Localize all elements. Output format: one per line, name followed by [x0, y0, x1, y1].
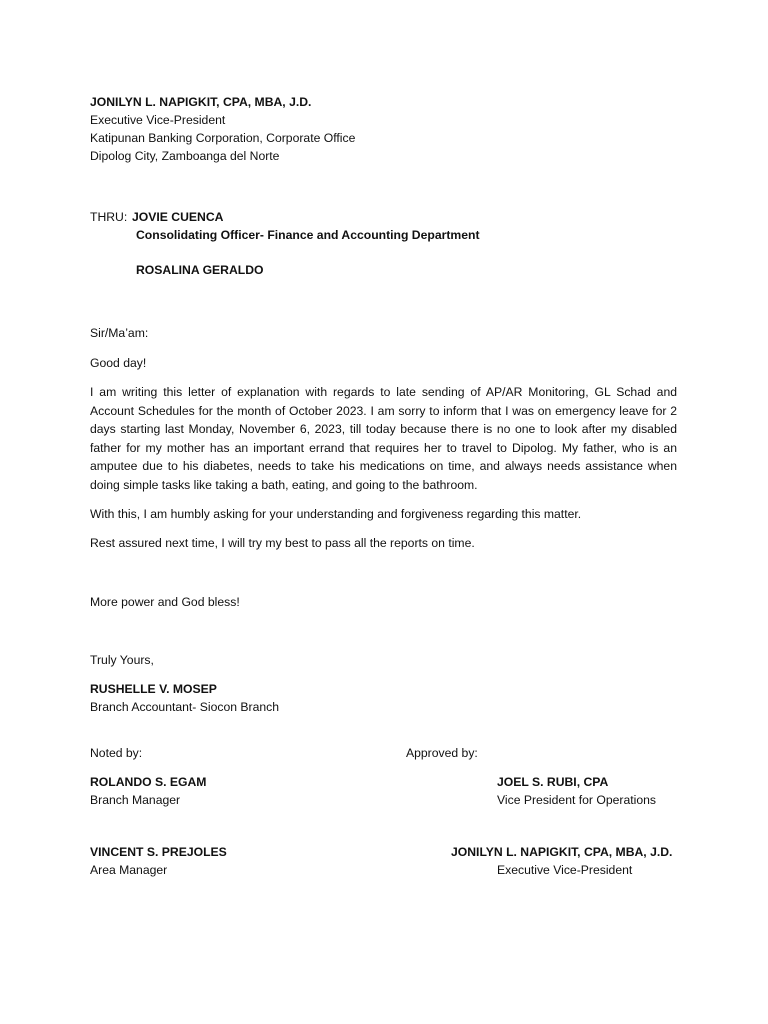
noted-signer-1-title: Branch Manager	[90, 793, 181, 807]
recipient-address: Dipolog City, Zamboanga del Norte	[90, 149, 280, 163]
recipient-block	[90, 93, 355, 165]
approved-by-label: Approved by:	[406, 746, 478, 760]
thru-title-1: Consolidating Officer- Finance and Accounting Department	[136, 228, 480, 242]
approved-signer-1-title: Vice President for Operations	[497, 793, 656, 807]
salutation: Sir/Ma’am:	[90, 326, 149, 340]
greeting: Good day!	[90, 356, 147, 370]
noted-signer-1-name: ROLANDO S. EGAM	[90, 775, 207, 789]
noted-signer-2-name: VINCENT S. PREJOLES	[90, 845, 227, 859]
body-paragraph-2: With this, I am humbly asking for your understanding and forgiveness regarding this matter.	[90, 507, 582, 521]
body-paragraph-3: Rest assured next time, I will try my best to pass all the reports on time.	[90, 536, 475, 550]
recipient-name: JONILYN L. NAPIGKIT, CPA, MBA, J.D.	[90, 95, 312, 109]
approved-signer-1	[497, 773, 656, 809]
noted-signer-2	[90, 843, 227, 879]
sender-title: Branch Accountant- Siocon Branch	[90, 700, 280, 714]
approved-signer-2-title: Executive Vice-President	[497, 863, 633, 877]
closing-line: More power and God bless!	[90, 595, 240, 609]
noted-signer-1	[90, 773, 206, 809]
sender-name: RUSHELLE V. MOSEP	[90, 682, 217, 696]
recipient-title: Executive Vice-President	[90, 113, 226, 127]
sender-block	[90, 680, 279, 716]
approved-signer-1-name: JOEL S. RUBI, CPA	[497, 775, 609, 789]
noted-signer-2-title: Area Manager	[90, 863, 168, 877]
sign-off: Truly Yours,	[90, 653, 154, 667]
noted-by-label: Noted by:	[90, 746, 143, 760]
thru-name-2: ROSALINA GERALDO	[136, 263, 264, 277]
approved-signer-2-name: JONILYN L. NAPIGKIT, CPA, MBA, J.D.	[451, 845, 673, 859]
body-paragraph-1: I am writing this letter of explanation with regards to late sending of AP/AR Monitoring, GL Schad and Account Schedules for the month of October 2023. I am sorry to inform that I was on emergency leave for 2 days starting last Monday, November 6, 2023, till today because there is no one to look after my disabled father for my mother has an important errand that requires her to travel to Dipolog. My father, who is an amputee due to his diabetes, needs to take his medications on time, and always needs assistance when doing simple tasks like taking a bath, eating, and going to the bathroom.	[90, 385, 677, 492]
thru-label: THRU:	[90, 210, 128, 224]
thru-name-1: JOVIE CUENCA	[132, 210, 224, 224]
recipient-company: Katipunan Banking Corporation, Corporate Office	[90, 131, 356, 145]
